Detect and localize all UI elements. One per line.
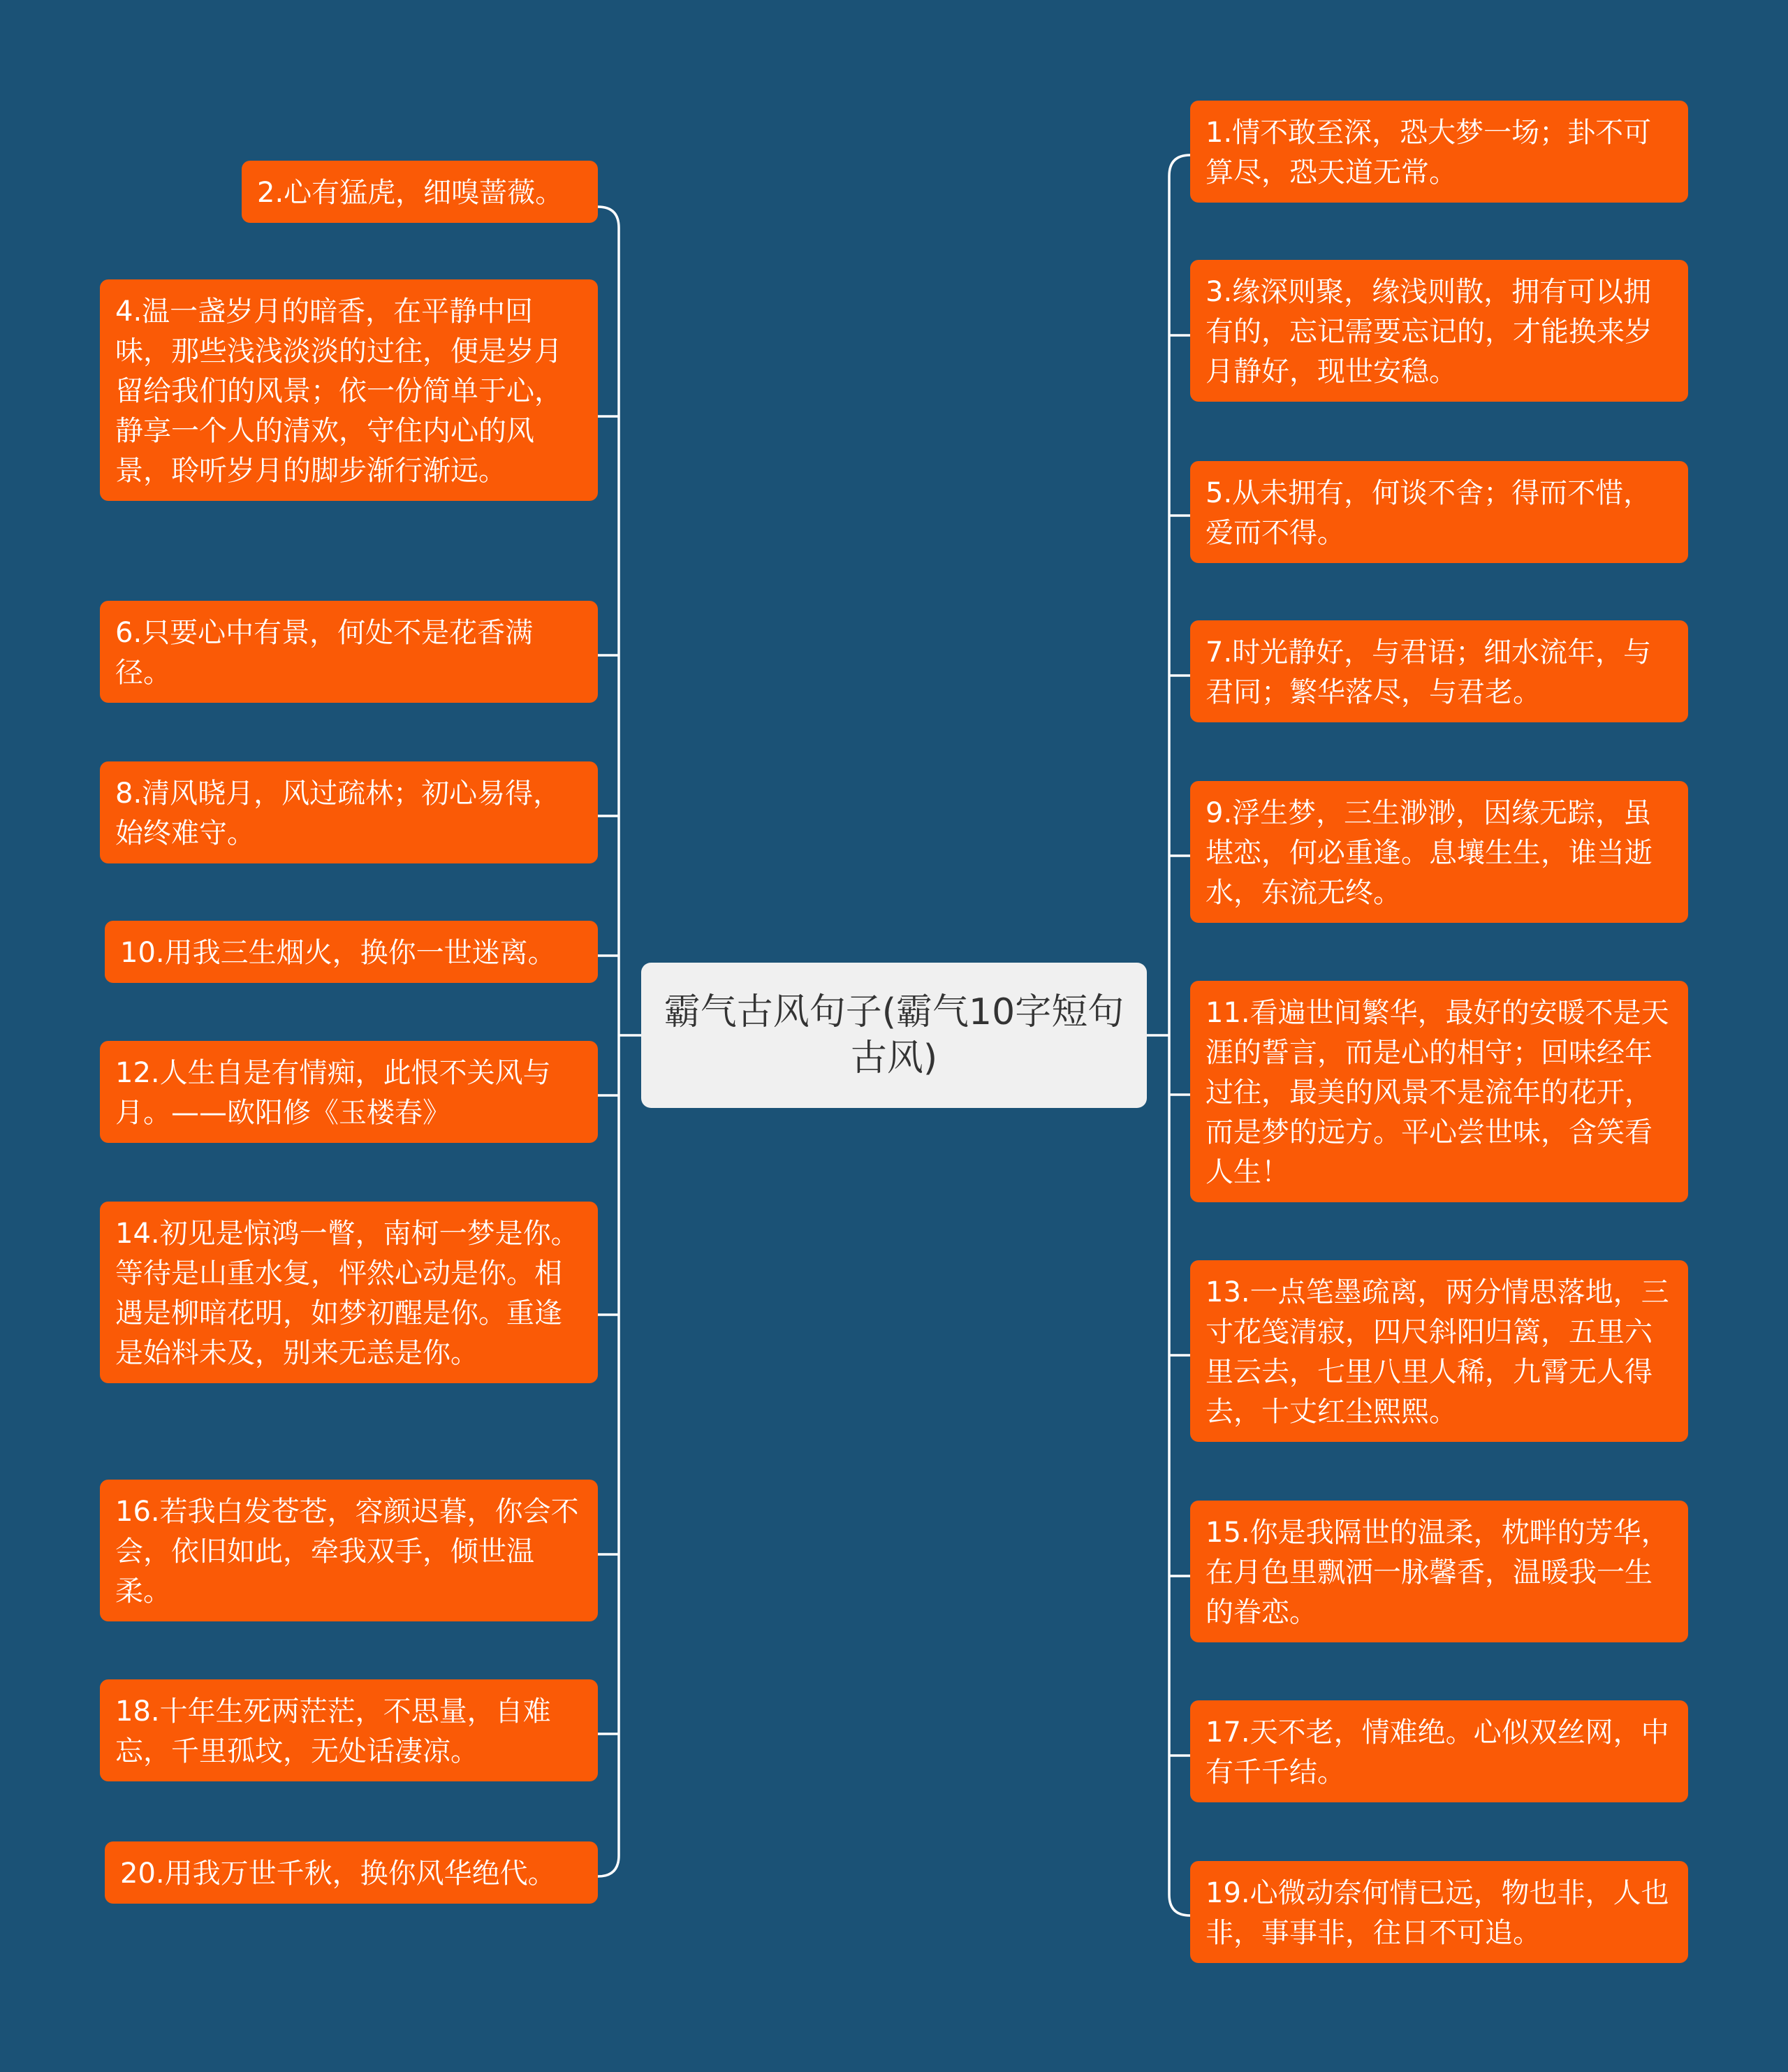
- node-text: 1.情不敢至深，恐大梦一场；卦不可算尽，恐天道无常。: [1206, 117, 1652, 189]
- node-text: 10.用我三生烟火，换你一世迷离。: [120, 937, 556, 969]
- right-node-2[interactable]: [1190, 260, 1688, 402]
- right-node-6[interactable]: [1190, 981, 1688, 1202]
- left-node-5[interactable]: [105, 921, 598, 983]
- node-text: 6.只要心中有景，何处不是花香满径。: [115, 617, 534, 689]
- left-node-10[interactable]: [105, 1841, 598, 1904]
- node-text: 20.用我万世千秋，换你风华绝代。: [120, 1858, 556, 1890]
- node-text: 5.从未拥有，何谈不舍；得而不惜，爱而不得。: [1206, 477, 1652, 549]
- root-topic-label: 霸气古风句子(霸气10字短句古风): [664, 991, 1124, 1079]
- left-node-4[interactable]: [100, 761, 598, 863]
- right-node-5[interactable]: [1190, 781, 1688, 923]
- left-spine-connector: [598, 207, 619, 1876]
- node-text: 3.缘深则聚，缘浅则散，拥有可以拥有的，忘记需要忘记的，才能换来岁月静好，现世安稳。: [1206, 276, 1653, 388]
- right-node-1[interactable]: [1190, 101, 1688, 203]
- node-text: 13.一点笔墨疏离，两分情思落地，三寸花笺清寂，四尺斜阳归篱，五里六里云去，七里八里人稀，九霄无人得去，十丈红尘熙熙。: [1206, 1276, 1669, 1428]
- node-text: 2.心有猛虎，细嗅蔷薇。: [257, 177, 564, 209]
- node-text: 9.浮生梦，三生渺渺，因缘无踪，虽堪恋，何必重逢。息壤生生，谁当逝水，东流无终。: [1206, 797, 1653, 909]
- right-node-9[interactable]: [1190, 1700, 1688, 1802]
- node-text: 14.初见是惊鸿一瞥，南柯一梦是你。等待是山重水复，怦然心动是你。相遇是柳暗花明，如梦初醒是你。重逢是始料未及，别来无恙是你。: [115, 1218, 579, 1369]
- node-text: 15.你是我隔世的温柔，枕畔的芳华，在月色里飘洒一脉馨香，温暖我一生的眷恋。: [1206, 1517, 1669, 1628]
- left-node-7[interactable]: [100, 1202, 598, 1383]
- node-text: 17.天不老，情难绝。心似双丝网，中有千千结。: [1206, 1716, 1669, 1788]
- node-text: 16.若我白发苍苍，容颜迟暮，你会不会，依旧如此，牵我双手，倾世温柔。: [115, 1496, 579, 1607]
- right-node-10[interactable]: [1190, 1861, 1688, 1963]
- left-node-8[interactable]: [100, 1480, 598, 1621]
- right-node-3[interactable]: [1190, 461, 1688, 563]
- right-node-4[interactable]: [1190, 620, 1688, 722]
- left-node-1[interactable]: [242, 161, 598, 223]
- right-node-8[interactable]: [1190, 1501, 1688, 1642]
- left-node-9[interactable]: [100, 1679, 598, 1781]
- node-text: 12.人生自是有情痴，此恨不关风与月。——欧阳修《玉楼春》: [115, 1057, 551, 1129]
- right-spine-connector: [1169, 155, 1190, 1916]
- root-topic-node[interactable]: [641, 963, 1147, 1108]
- left-node-3[interactable]: [100, 601, 598, 703]
- left-node-6[interactable]: [100, 1041, 598, 1143]
- node-text: 19.心微动奈何情已远，物也非，人也非，事事非，往日不可追。: [1206, 1877, 1669, 1949]
- node-text: 7.时光静好，与君语；细水流年，与君同；繁华落尽，与君老。: [1206, 636, 1652, 708]
- node-text: 18.十年生死两茫茫，不思量，自难忘，千里孤坟，无处话凄凉。: [115, 1695, 551, 1767]
- left-node-2[interactable]: [100, 279, 598, 501]
- right-node-7[interactable]: [1190, 1260, 1688, 1442]
- node-text: 8.清风晓月，风过疏林；初心易得，始终难守。: [115, 778, 562, 849]
- node-text: 4.温一盏岁月的暗香，在平静中回味，那些浅浅淡淡的过往，便是岁月留给我们的风景；依一份简单于心，静享一个人的清欢，守住内心的风景，聆听岁月的脚步渐行渐远。: [115, 296, 562, 487]
- node-text: 11.看遍世间繁华，最好的安暖不是天涯的誓言，而是心的相守；回味经年过往，最美的风景不是流年的花开，而是梦的远方。平心尝世味，含笑看人生！: [1206, 997, 1669, 1188]
